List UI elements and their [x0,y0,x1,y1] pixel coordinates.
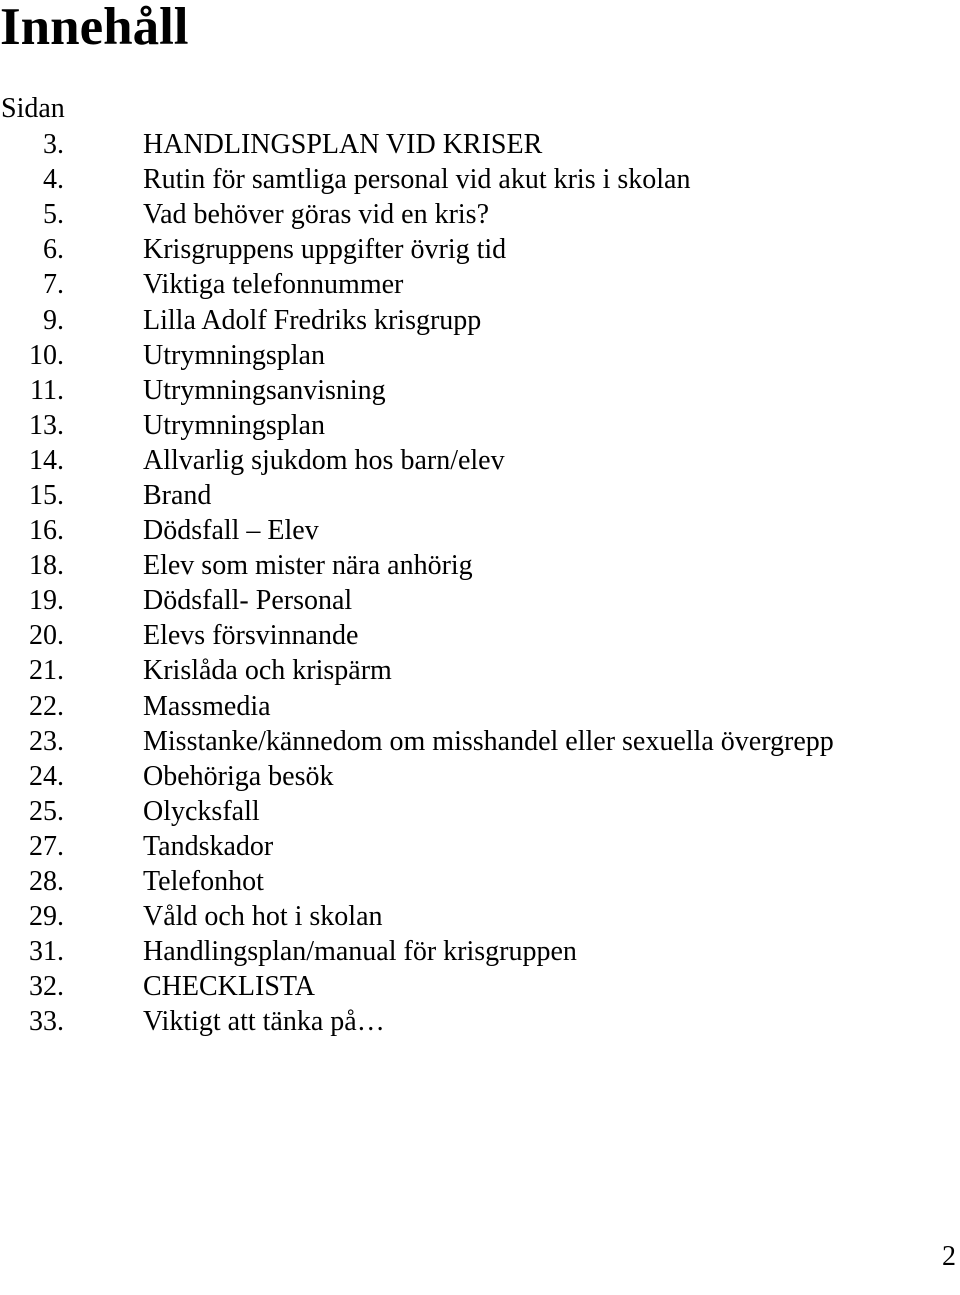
toc-page-number: 5. [43,199,64,231]
toc-title: Telefonhot [143,866,264,898]
toc-entry [0,653,392,688]
toc-entry [0,794,260,829]
toc-title: Viktigt att tänka på… [143,1006,385,1038]
toc-entry [0,899,383,934]
toc-page-number: 23. [29,725,64,757]
toc-title: Utrymningsanvisning [143,374,386,406]
toc-entry [0,618,359,653]
toc-title: Utrymningsplan [143,339,325,371]
toc-page-number: 18. [29,550,64,582]
page-title: Innehåll [0,0,189,56]
toc-page-number: 11. [30,374,64,406]
toc-page-number: 33. [29,1006,64,1038]
toc-entry [0,864,264,899]
toc-page-number: 16. [29,515,64,547]
toc-title: Misstanke/kännedom om misshandel eller sexuella övergrepp [143,725,834,757]
toc-title: Dödsfall – Elev [143,515,319,547]
toc-page-number: 7. [43,269,64,301]
toc-entry [0,724,834,759]
toc-page-number: 4. [43,164,64,196]
toc-page-number: 13. [29,409,64,441]
toc-title: Tandskador [143,830,274,862]
toc-entry [0,373,386,408]
toc-page-number: 28. [29,866,64,898]
toc-entry [0,689,271,724]
toc-title: Utrymningsplan [143,409,325,441]
toc-page-number: 20. [29,620,64,652]
toc-title: CHECKLISTA [143,971,315,1003]
toc-title: Elevs försvinnande [143,620,359,652]
page-number: 2 [942,1241,956,1272]
toc-entry [0,1004,385,1039]
toc-page-number: 31. [29,936,64,968]
toc-title: Massmedia [143,690,271,722]
toc-title: Handlingsplan/manual för krisgruppen [143,936,577,968]
toc-entry [0,443,505,478]
toc-entry [0,548,473,583]
toc-page-number: 9. [43,304,64,336]
toc-page-number: 24. [29,760,64,792]
toc-entry [0,583,353,618]
toc-title: Våld och hot i skolan [143,901,383,933]
toc-entry [0,197,490,232]
toc-page-number: 27. [29,830,64,862]
toc-page-number: 21. [29,655,64,687]
toc-page-number: 32. [29,971,64,1003]
toc-title: Olycksfall [143,795,260,827]
toc-title: Lilla Adolf Fredriks krisgrupp [143,304,482,336]
toc-entry [0,267,404,302]
toc-page-number: 6. [43,234,64,266]
toc-page-number: 29. [29,901,64,933]
toc-page-number: 15. [29,479,64,511]
toc-page-number: 10. [29,339,64,371]
toc-entry [0,969,315,1004]
toc-page-number: 3. [43,129,64,161]
toc-entry [0,513,319,548]
toc-title: Obehöriga besök [143,760,334,792]
toc-entry [0,162,691,197]
toc-entry [0,478,212,513]
toc-page-number: 25. [29,795,64,827]
toc-entry [0,127,543,162]
pages-column-label: Sidan [1,93,65,124]
toc-entry [0,829,274,864]
toc-page-number: 19. [29,585,64,617]
toc-title: HANDLINGSPLAN VID KRISER [143,129,543,161]
toc-title: Krislåda och krispärm [143,655,392,687]
table-of-contents [0,127,834,1039]
toc-entry [0,232,507,267]
toc-title: Allvarlig sjukdom hos barn/elev [143,444,505,476]
toc-title: Viktiga telefonnummer [143,269,404,301]
toc-entry [0,759,334,794]
toc-entry [0,302,482,337]
toc-title: Vad behöver göras vid en kris? [143,199,490,231]
toc-title: Brand [143,479,212,511]
toc-page-number: 14. [29,444,64,476]
toc-title: Krisgruppens uppgifter övrig tid [143,234,507,266]
toc-title: Dödsfall- Personal [143,585,353,617]
toc-page-number: 22. [29,690,64,722]
toc-entry [0,408,325,443]
toc-entry [0,338,325,373]
toc-title: Rutin för samtliga personal vid akut kris i skolan [143,164,691,196]
toc-entry [0,934,577,969]
toc-title: Elev som mister nära anhörig [143,550,473,582]
